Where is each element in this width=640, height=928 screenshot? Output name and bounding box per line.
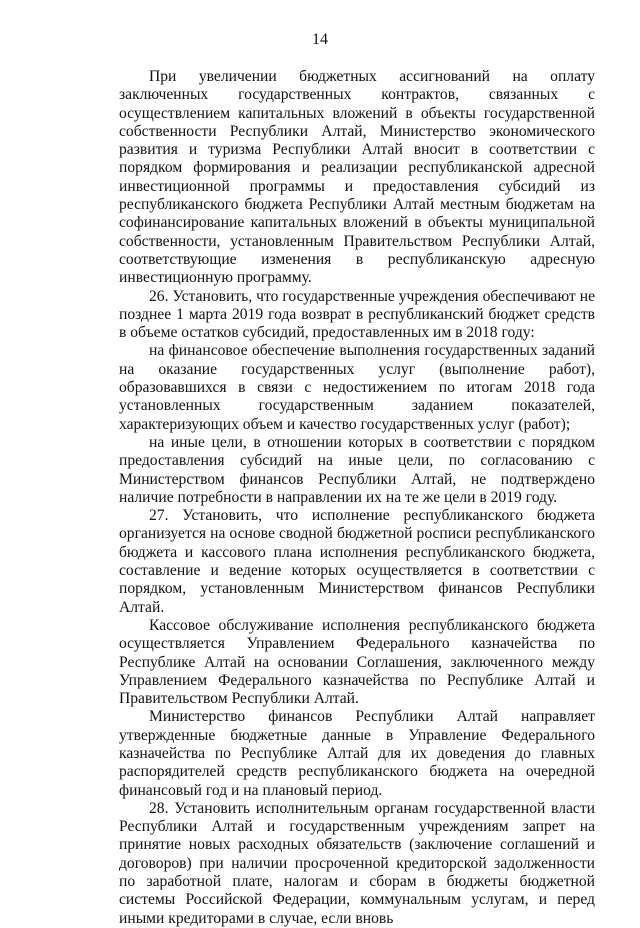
paragraph-budget-data: Министерство финансов Республики Алтай направляет утвержденные бюджетные данные в Управление Федерального казначейства по Республике Алтай для их доведения до главных распорядителей средств республиканского бюджета на очередной финансовый год и на плановый период. <box>119 708 595 799</box>
paragraph-28: 28. Установить исполнительным органам государственной власти Республики Алтай и государственным учреждениям запрет на принятие новых расходных обязательств (заключение соглашений и договоров) при наличии просроченной кредиторской задолженности по заработной плате, налогам и сборам в бюджеты бюджетной системы Российской Федерации, коммунальным услугам, и перед иными кредиторами в случае, если вновь <box>119 799 595 927</box>
paragraph-26: 26. Установить, что государственные учреждения обеспечивают не позднее 1 марта 2019 года возврат в республиканский бюджет средств в объеме остатков субсидий, предоставленных им в 2018 году: <box>119 287 595 342</box>
paragraph-27: 27. Установить, что исполнение республиканского бюджета организуется на основе сводной бюджетной росписи республиканского бюджета и кассового плана исполнения республиканского бюджета, составление и ведение которых осуществляется в соответствии с порядком, установленным Министерством финансов Республики Алтай. <box>119 507 595 616</box>
paragraph-cash-service: Кассовое обслуживание исполнения республиканского бюджета осуществляется Управлением Федерального казначейства по Республике Алтай на основании Соглашения, заключенного между Управлением Федерального казначейства по Республике Алтай и Правительством Республики Алтай. <box>119 616 595 708</box>
paragraph-26-other-purposes: на иные цели, в отношении которых в соответствии с порядком предоставления субсидий на иные цели, по согласованию с Министерством финансов Республики Алтай, не подтверждено наличие потребности в направлении их на те же цели в 2019 году. <box>119 433 595 506</box>
paragraph-investment-program: При увеличении бюджетных ассигнований на оплату заключенных государственных контрактов, связанных с осуществлением капитальных вложений в объекты государственной собственности Республики Алтай, Министерство экономического развития и туризма Республики Алтай вносит в соответствии с порядком формирования и реализации республиканской адресной инвестиционной программы и предоставления субсидий из республиканского бюджета Республики Алтай местным бюджетам на софинансирование капитальных вложений в объекты муниципальной собственности, установленным Правительством Республики Алтай, соответствующие изменения в республиканскую адресную инвестиционную программу. <box>119 68 595 287</box>
document-body <box>119 68 595 928</box>
page-number: 14 <box>312 31 328 48</box>
paragraph-26-state-assignments: на финансовое обеспечение выполнения государственных заданий на оказание государственных услуг (выполнение работ), образовавшихся в связи с недостижением по итогам 2018 года установленных государственным заданием показателей, характеризующих объем и качество государственных услуг (работ); <box>119 342 595 433</box>
